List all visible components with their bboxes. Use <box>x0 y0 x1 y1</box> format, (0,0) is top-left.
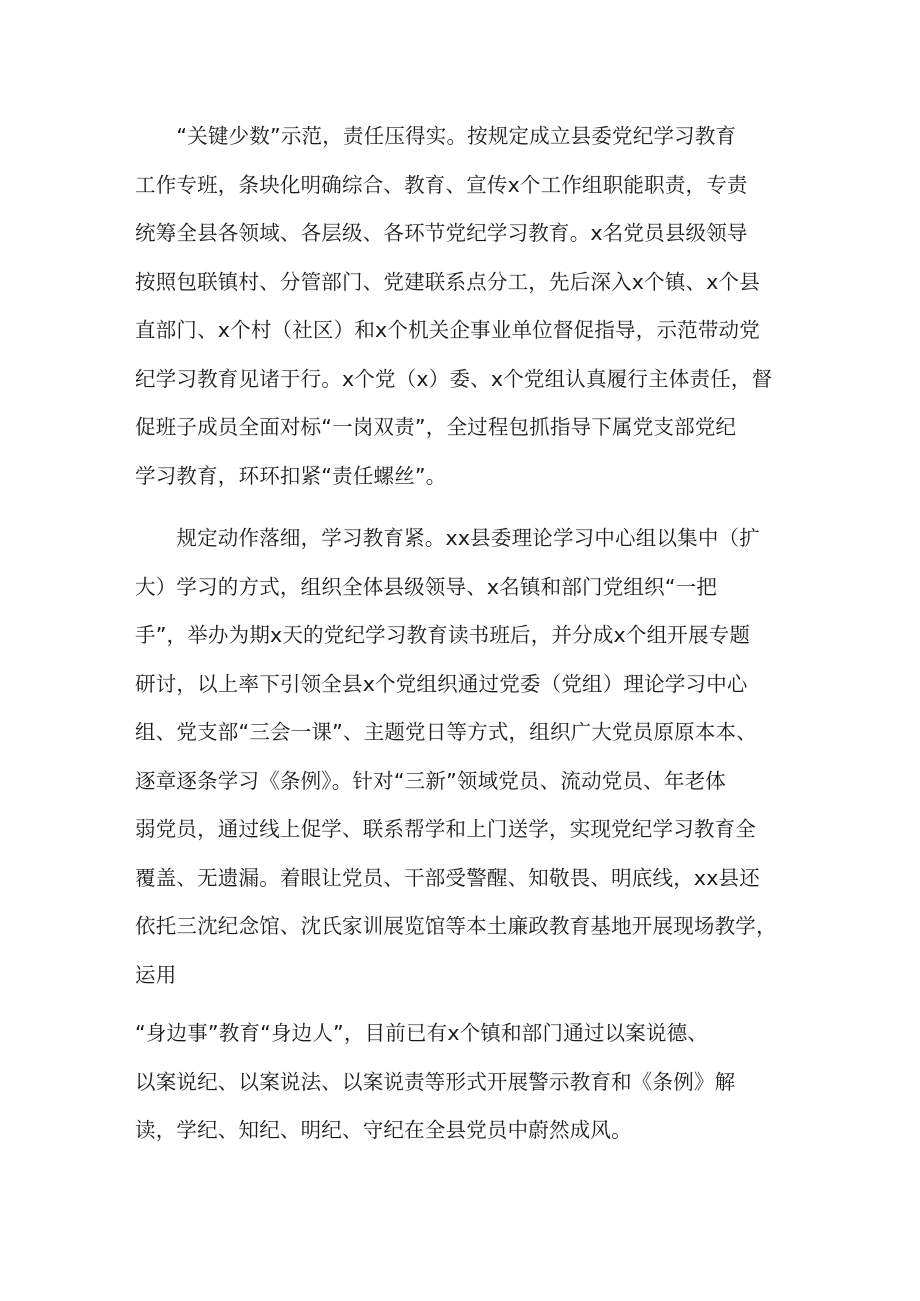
text-line: 逐章逐条学习《条例》。针对“三新”领域党员、流动党员、年老体 <box>135 768 726 793</box>
text-line: 研讨，以上率下引领全县x个党组织通过党委（党组）理论学习中心 <box>135 671 748 696</box>
text-line: 依托三沈纪念馆、沈氏家训展览馆等本土廉政教育基地开展现场教学， <box>135 914 777 938</box>
text-line: 手”，举办为期x天的党纪学习教育读书班后，并分成x个组开展专题 <box>135 623 751 647</box>
text-line: 统筹全县各领域、各层级、各环节党纪学习教育。x名党员县级领导 <box>135 221 748 245</box>
paragraph-key-minority <box>135 112 815 500</box>
text-line: 纪学习教育见诸于行。x个党（x）委、x个党组认真履行主体责任，督 <box>135 366 773 391</box>
text-line: “身边事”教育“身边人”，目前已有x个镇和部门通过以案说德、 <box>135 1021 709 1045</box>
paragraph-required-actions <box>135 514 815 999</box>
text-line: 规定动作落细，学习教育紧。xx县委理论学习中心组以集中（扩 <box>135 526 760 550</box>
paragraph-warning-education <box>135 1009 815 1155</box>
text-line: “关键少数”示范，责任压得实。按规定成立县委党纪学习教育 <box>135 124 737 148</box>
text-line: 促班子成员全面对标“一岗双责”，全过程包抓指导下属党支部党纪 <box>135 415 737 439</box>
text-line: 以案说纪、以案说法、以案说责等形式开展警示教育和《条例》解 <box>135 1069 736 1094</box>
text-line: 覆盖、无遗漏。着眼让党员、干部受警醒、知敬畏、明底线，xx县还 <box>135 865 760 890</box>
text-line: 读，学纪、知纪、明纪、守纪在全县党员中蔚然成风。 <box>135 1118 632 1142</box>
text-line: 按照包联镇村、分管部门、党建联系点分工，先后深入x个镇、x个县 <box>135 269 760 294</box>
text-line: 弱党员，通过线上促学、联系帮学和上门送学，实现党纪学习教育全 <box>135 817 756 841</box>
text-line: 运用 <box>135 962 177 987</box>
text-line: 工作专班，条块化明确综合、教育、宣传x个工作组职能职责，专责 <box>135 172 748 197</box>
text-line: 学习教育，环环扣紧“责任螺丝”。 <box>135 463 447 488</box>
text-line: 大）学习的方式，组织全体县级领导、x名镇和部门党组织“一把 <box>135 574 718 599</box>
text-line: 组、党支部“三会一课”、主题党日等方式，组织广大党员原原本本、 <box>135 720 757 744</box>
text-line: 直部门、x个村（社区）和x个机关企事业单位督促指导，示范带动党 <box>135 318 760 342</box>
